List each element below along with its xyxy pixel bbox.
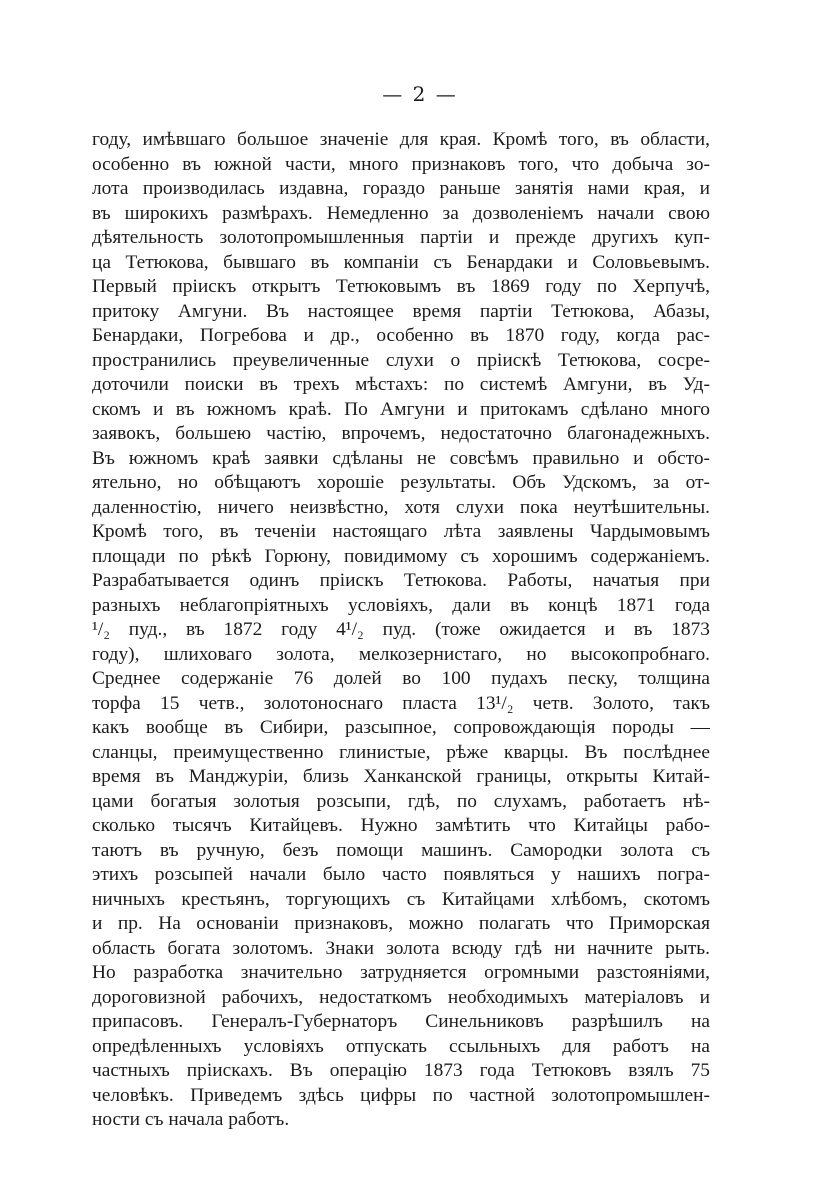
text-line: Первый прiискъ открытъ Тетюковымъ въ 1869 году по Херпучѣ, [92,276,710,297]
text-line: доточили поиски въ трехъ мѣстахъ: по системѣ Амгуни, въ Уд- [92,374,710,395]
text-line: Въ южномъ краѣ заявки сдѣланы не совсѣмъ правильно и обсто- [92,447,710,469]
text-line: притоку Амгуни. Въ настоящее время партiи Тетюкова, Абазы, [92,300,710,322]
text-line: скомъ и въ южномъ краѣ. По Амгуни и притокамъ сдѣлано много [92,398,710,420]
text-line: ца Тетюкова, бывшаго въ компанiи съ Бенардаки и Соловьевымъ. [92,251,710,273]
text-line: Кромѣ того, въ теченiи настоящаго лѣта заявлены Чардымовымъ [92,521,710,542]
text-line: сланцы, преимущественно глинистые, рѣже кварцы. Въ послѣднее [92,741,710,763]
text-line: пространились преувеличенные слухи о прiискѣ Тетюкова, сосре- [92,349,710,371]
text-line: въ широкихъ размѣрахъ. Немедленно за дозволенiемъ начали свою [92,202,710,224]
text-line: ятельно, но обѣщаютъ хорошiе результаты. Объ Удскомъ, за от- [92,472,710,493]
text-line: даленностiю, ничего неизвѣстно, хотя слухи пока неутѣшительны. [92,496,710,518]
text-line: время въ Манджурiи, близь Ханканской границы, открыты Китай- [92,766,710,787]
text-line: ничныхъ крестьянъ, торгующихъ съ Китайцами хлѣбомъ, скотомъ [92,888,710,910]
text-line: область богата золотомъ. Знаки золота всюду гдѣ ни начните рыть. [92,937,710,959]
text-line: опредѣленныхъ условiяхъ отпускать ссыльныхъ для работъ на [92,1035,710,1057]
text-line: сколько тысячъ Китайцевъ. Нужно замѣтить что Китайцы рабо- [92,815,710,836]
text-line: году, имѣвшаго большое значенiе для края. Кромѣ того, въ области, [92,129,710,150]
text-line: какъ вообще въ Сибири, разсыпное, сопровождающiя породы — [92,717,710,738]
body-text [92,128,710,1133]
text-line: Среднее содержанiе 76 долей во 100 пудахъ песку, толщина [92,668,710,689]
text-line: дѣятельность золотопромышленныя партiи и прежде другихъ куп- [92,227,710,248]
page-number: — 2 — [382,82,458,106]
text-line: лота производилась издавна, гораздо раньше занятiя нами края, и [92,178,710,199]
text-line: дороговизной рабочихъ, недостаткомъ необходимыхъ матерiаловъ и [92,986,710,1008]
text-line: частныхъ прiискахъ. Въ операцiю 1873 года Тетюковъ взялъ 75 [92,1060,710,1081]
text-line: году), шлиховаго золота, мелкозернистаго, но высокопробнаго. [92,643,710,665]
text-line: человѣкъ. Приведемъ здѣсь цифры по частной золотопромышлен- [92,1084,710,1106]
text-line: заявокъ, большею частiю, впрочемъ, недостаточно благонадежныхъ. [92,423,710,444]
text-line: площади по рѣкѣ Горюну, повидимому съ хорошимъ содержанiемъ. [92,545,710,567]
text-line: ности съ начала работъ. [92,1109,290,1130]
text-line: особенно въ южной части, много признаковъ того, что добыча зо- [92,153,710,175]
text-line: Но разработка значительно затрудняется огромными разстоянiями, [92,962,710,983]
text-line: этихъ розсыпей начали было часто появляться у нашихъ погра- [92,864,710,885]
text-line: Разрабатывается одинъ прiискъ Тетюкова. Работы, начатыя при [92,570,710,591]
text-line: торфа 15 четв., золотоноснаго пласта 13¹/₂ четв. Золото, такъ [92,692,710,714]
text-line: Бенардаки, Погребова и др., особенно въ 1870 году, когда рас- [92,325,710,346]
text-line: припасовъ. Генералъ-Губернаторъ Синельниковъ разрѣшилъ на [92,1011,710,1032]
text-line: ¹/₂ пуд., въ 1872 году 4¹/₂ пуд. (тоже ожидается и въ 1873 [92,619,710,640]
text-line: цами богатыя золотыя розсыпи, гдѣ, по слухамъ, работаетъ нѣ- [92,790,710,812]
text-line: разныхъ неблагопрiятныхъ условiяхъ, дали въ концѣ 1871 года [92,594,710,616]
text-line: таютъ въ ручную, безъ помощи машинъ. Самородки золота съ [92,839,710,861]
text-line: и пр. На основанiи признаковъ, можно полагать что Приморская [92,913,710,934]
